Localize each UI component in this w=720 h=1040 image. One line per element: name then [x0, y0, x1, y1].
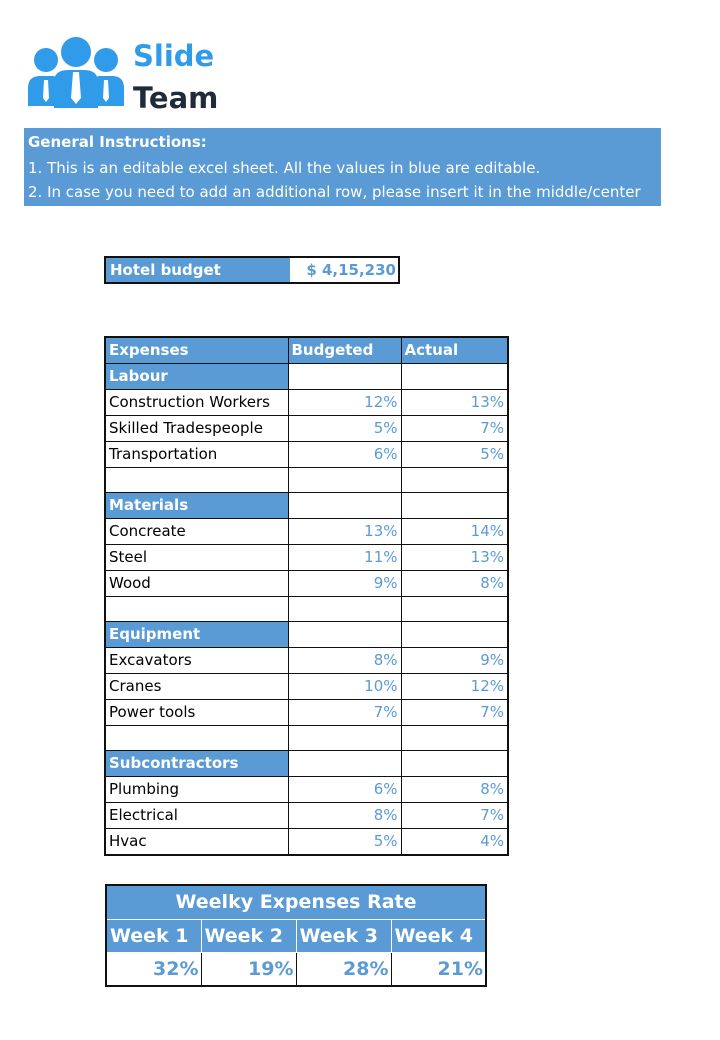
budgeted-value[interactable]: 12%	[288, 390, 401, 416]
expenses-header-row	[105, 337, 508, 364]
budgeted-value[interactable]: 7%	[288, 700, 401, 726]
table-row	[105, 442, 508, 468]
team-people-icon	[26, 36, 130, 112]
item-label: Plumbing	[105, 777, 288, 803]
empty-cell[interactable]	[401, 364, 508, 390]
week-value[interactable]: 19%	[201, 953, 296, 987]
slideteam-logo	[26, 36, 226, 116]
table-row	[105, 674, 508, 700]
expenses-table	[104, 336, 509, 856]
section-row-labour	[105, 364, 508, 390]
budgeted-value[interactable]: 10%	[288, 674, 401, 700]
blank-row	[105, 726, 508, 751]
actual-value[interactable]: 4%	[401, 829, 508, 856]
section-label: Labour	[105, 364, 288, 390]
table-row	[105, 803, 508, 829]
item-label: Excavators	[105, 648, 288, 674]
table-row	[105, 416, 508, 442]
table-row	[105, 648, 508, 674]
item-label: Steel	[105, 545, 288, 571]
empty-cell[interactable]	[401, 597, 508, 622]
actual-value[interactable]: 12%	[401, 674, 508, 700]
actual-value[interactable]: 14%	[401, 519, 508, 545]
table-row	[105, 777, 508, 803]
empty-cell[interactable]	[401, 493, 508, 519]
empty-cell[interactable]	[288, 622, 401, 648]
empty-cell[interactable]	[105, 468, 288, 493]
actual-value[interactable]: 5%	[401, 442, 508, 468]
empty-cell[interactable]	[288, 726, 401, 751]
budgeted-value[interactable]: 11%	[288, 545, 401, 571]
hotel-budget-value[interactable]: $ 4,15,230	[306, 261, 396, 279]
empty-cell[interactable]	[105, 597, 288, 622]
empty-cell[interactable]	[401, 468, 508, 493]
actual-value[interactable]: 8%	[401, 571, 508, 597]
budgeted-value[interactable]: 5%	[288, 829, 401, 856]
instructions-line-1: 1. This is an editable excel sheet. All the values in blue are editable.	[28, 159, 541, 177]
actual-value[interactable]: 9%	[401, 648, 508, 674]
item-label: Hvac	[105, 829, 288, 856]
weekly-expenses-table	[105, 884, 487, 987]
header-budgeted: Budgeted	[288, 337, 401, 364]
budgeted-value[interactable]: 6%	[288, 777, 401, 803]
empty-cell[interactable]	[401, 751, 508, 777]
empty-cell[interactable]	[288, 493, 401, 519]
header-actual: Actual	[401, 337, 508, 364]
table-row	[105, 390, 508, 416]
budgeted-value[interactable]: 8%	[288, 803, 401, 829]
weekly-title-row	[106, 885, 486, 920]
week-label: Week 3	[296, 920, 391, 953]
table-row	[105, 545, 508, 571]
logo-text-slide: Slide	[133, 39, 215, 73]
week-value[interactable]: 32%	[106, 953, 201, 987]
item-label: Power tools	[105, 700, 288, 726]
hotel-budget-label: Hotel budget	[106, 258, 290, 282]
week-value[interactable]: 28%	[296, 953, 391, 987]
empty-cell[interactable]	[288, 751, 401, 777]
section-label: Subcontractors	[105, 751, 288, 777]
general-instructions-banner	[24, 128, 661, 206]
empty-cell[interactable]	[401, 622, 508, 648]
empty-cell[interactable]	[288, 364, 401, 390]
item-label: Concreate	[105, 519, 288, 545]
item-label: Construction Workers	[105, 390, 288, 416]
actual-value[interactable]: 13%	[401, 545, 508, 571]
item-label: Cranes	[105, 674, 288, 700]
weekly-title: Weelky Expenses Rate	[106, 885, 486, 920]
week-label: Week 1	[106, 920, 201, 953]
table-row	[105, 700, 508, 726]
week-label: Week 2	[201, 920, 296, 953]
section-row-materials	[105, 493, 508, 519]
item-label: Skilled Tradespeople	[105, 416, 288, 442]
table-row	[105, 829, 508, 856]
empty-cell[interactable]	[401, 726, 508, 751]
item-label: Electrical	[105, 803, 288, 829]
actual-value[interactable]: 13%	[401, 390, 508, 416]
budgeted-value[interactable]: 13%	[288, 519, 401, 545]
empty-cell[interactable]	[288, 468, 401, 493]
section-label: Equipment	[105, 622, 288, 648]
empty-cell[interactable]	[105, 726, 288, 751]
section-label: Materials	[105, 493, 288, 519]
header-expenses: Expenses	[105, 337, 288, 364]
actual-value[interactable]: 7%	[401, 803, 508, 829]
table-row	[105, 571, 508, 597]
actual-value[interactable]: 7%	[401, 416, 508, 442]
week-value[interactable]: 21%	[391, 953, 486, 987]
budgeted-value[interactable]: 8%	[288, 648, 401, 674]
empty-cell[interactable]	[288, 597, 401, 622]
weekly-week-row	[106, 920, 486, 953]
section-row-equipment	[105, 622, 508, 648]
section-row-subcontractors	[105, 751, 508, 777]
blank-row	[105, 468, 508, 493]
instructions-title: General Instructions:	[28, 133, 207, 151]
week-label: Week 4	[391, 920, 486, 953]
table-row	[105, 519, 508, 545]
weekly-value-row	[106, 953, 486, 987]
budgeted-value[interactable]: 6%	[288, 442, 401, 468]
actual-value[interactable]: 8%	[401, 777, 508, 803]
instructions-line-2: 2. In case you need to add an additional row, please insert it in the middle/center	[28, 183, 641, 201]
budgeted-value[interactable]: 9%	[288, 571, 401, 597]
actual-value[interactable]: 7%	[401, 700, 508, 726]
budgeted-value[interactable]: 5%	[288, 416, 401, 442]
item-label: Transportation	[105, 442, 288, 468]
blank-row	[105, 597, 508, 622]
hotel-budget-box	[104, 256, 400, 284]
item-label: Wood	[105, 571, 288, 597]
logo-text-team: Team	[133, 81, 219, 115]
